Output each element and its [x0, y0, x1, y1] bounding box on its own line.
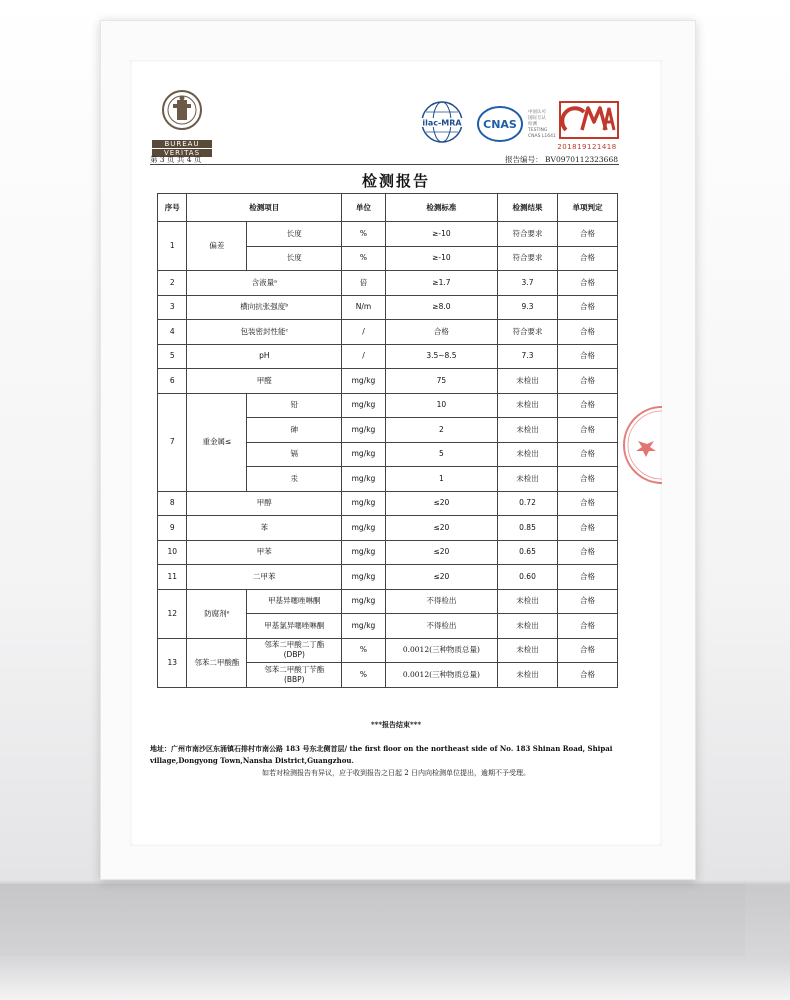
- sub-item-name: 邻苯二甲酸丁苄酯: [264, 664, 325, 674]
- verdict: 合格: [557, 393, 617, 418]
- result: 0.65: [498, 540, 558, 565]
- verdict: 合格: [557, 467, 617, 492]
- standard: ≤20: [385, 516, 497, 541]
- result: 未检出: [498, 614, 558, 639]
- cnas-caption-line: 国际互认: [528, 116, 546, 121]
- verdict: 合格: [557, 638, 617, 663]
- verdict: 合格: [557, 271, 617, 296]
- inspection-stamp: [618, 400, 662, 490]
- table-header-row: [158, 194, 618, 222]
- header-cell: 单位: [342, 194, 386, 222]
- standard: ≥8.0: [385, 295, 497, 320]
- result: 7.3: [498, 344, 558, 369]
- result: 0.60: [498, 565, 558, 590]
- row-no: 11: [158, 565, 187, 590]
- result: 未检出: [498, 467, 558, 492]
- result: 未检出: [498, 369, 558, 394]
- unit: mg/kg: [342, 540, 386, 565]
- item-name: pH: [187, 344, 342, 369]
- item-name: 苯: [187, 516, 342, 541]
- standard: 合格: [385, 320, 497, 345]
- sub-item: 汞: [247, 467, 342, 492]
- verdict: 合格: [557, 418, 617, 443]
- sub-item: 砷: [247, 418, 342, 443]
- lab-address: 地址：广州市南沙区东涌镇石排村市南公路 183 号东北侧首层/ the first floor on the northeast side of No. 183 Shinan Road, Shipai village,Dongyong Town,Nansha District,Guangzhou.: [150, 744, 613, 765]
- verdict: 合格: [557, 491, 617, 516]
- row-no: 5: [158, 344, 187, 369]
- sub-item: 长度: [247, 222, 342, 247]
- sub-item: 甲基氯异噻唑啉酮: [247, 614, 342, 639]
- result: 未检出: [498, 393, 558, 418]
- item-name: 包装密封性能ᶜ: [187, 320, 342, 345]
- result: 0.85: [498, 516, 558, 541]
- row-no: 6: [158, 369, 187, 394]
- unit: mg/kg: [342, 565, 386, 590]
- result: 符合要求: [498, 222, 558, 247]
- sub-item-abbr: (BBP): [283, 674, 305, 684]
- header-cell: 单项判定: [557, 194, 617, 222]
- unit: /: [342, 344, 386, 369]
- verdict: 合格: [557, 369, 617, 394]
- table-row: [158, 393, 618, 418]
- result: 0.72: [498, 491, 558, 516]
- group-name: 防腐剂ᵉ: [187, 589, 247, 638]
- group-name: 重金属≤: [187, 393, 247, 491]
- sub-item: [247, 638, 342, 663]
- verdict: 合格: [557, 295, 617, 320]
- standard: 1: [385, 467, 497, 492]
- table-row: [158, 540, 618, 565]
- sub-item: 长度: [247, 246, 342, 271]
- item-name: 甲醛: [187, 369, 342, 394]
- unit: %: [342, 246, 386, 271]
- svg-text:ilac-MRA: ilac-MRA: [422, 118, 462, 128]
- table-row: [158, 320, 618, 345]
- cnas-icon: [476, 104, 524, 144]
- standard: ≤20: [385, 491, 497, 516]
- standard: ≥-10: [385, 246, 497, 271]
- result: 未检出: [498, 442, 558, 467]
- header-cell: 检测结果: [498, 194, 558, 222]
- sub-item: 甲基异噻唑啉酮: [247, 589, 342, 614]
- report-title: 检测报告: [361, 172, 430, 190]
- row-no: 2: [158, 271, 187, 296]
- unit: mg/kg: [342, 491, 386, 516]
- table-row: [158, 344, 618, 369]
- cma-number: 201819121418: [557, 143, 617, 151]
- verdict: 合格: [557, 344, 617, 369]
- bv-word-bottom: VERITAS: [152, 149, 212, 157]
- row-no: 10: [158, 540, 187, 565]
- row-no: 3: [158, 295, 187, 320]
- bv-seal-icon: [161, 88, 203, 134]
- standard: 0.0012(三种物质总量): [385, 663, 497, 688]
- item-name: 横向抗张强度ᵇ: [187, 295, 342, 320]
- row-no: 4: [158, 320, 187, 345]
- table-row: [158, 369, 618, 394]
- standard: 不得检出: [385, 589, 497, 614]
- unit: mg/kg: [342, 589, 386, 614]
- bv-word-top: BUREAU: [152, 140, 212, 149]
- header-cell: 检测项目: [187, 194, 342, 222]
- verdict: 合格: [557, 246, 617, 271]
- results-table: [157, 193, 618, 688]
- picture-frame: [100, 20, 696, 880]
- verdict: 合格: [557, 589, 617, 614]
- table-row: [158, 565, 618, 590]
- unit: N/m: [342, 295, 386, 320]
- table-row: [158, 295, 618, 320]
- verdict: 合格: [557, 516, 617, 541]
- verdict: 合格: [557, 565, 617, 590]
- result: 未检出: [498, 589, 558, 614]
- shelf: [0, 884, 745, 956]
- bureau-veritas-logo: [152, 88, 212, 157]
- item-name: 甲苯: [187, 540, 342, 565]
- table-row: [158, 589, 618, 614]
- result: 符合要求: [498, 320, 558, 345]
- unit: mg/kg: [342, 393, 386, 418]
- verdict: 合格: [557, 540, 617, 565]
- result: 未检出: [498, 663, 558, 688]
- unit: %: [342, 222, 386, 247]
- standard: 2: [385, 418, 497, 443]
- row-no: 12: [158, 589, 187, 638]
- standard: ≥-10: [385, 222, 497, 247]
- unit: 倍: [342, 271, 386, 296]
- report-number: 报告编号： BV0970112323668: [505, 155, 618, 164]
- cnas-caption-line: TESTING: [528, 128, 548, 133]
- standard: 75: [385, 369, 497, 394]
- sub-item: 铅: [247, 393, 342, 418]
- cnas-caption-line: CNAS L1641: [528, 134, 556, 139]
- standard: 10: [385, 393, 497, 418]
- unit: mg/kg: [342, 369, 386, 394]
- item-name: 二甲苯: [187, 565, 342, 590]
- table-row: [158, 222, 618, 247]
- verdict: 合格: [557, 222, 617, 247]
- table-row: [158, 516, 618, 541]
- standard: 5: [385, 442, 497, 467]
- standard: 3.5~8.5: [385, 344, 497, 369]
- result: 9.3: [498, 295, 558, 320]
- sub-item-name: 邻苯二甲酸二丁酯: [264, 640, 325, 650]
- standard: 不得检出: [385, 614, 497, 639]
- result: 未检出: [498, 638, 558, 663]
- unit: %: [342, 663, 386, 688]
- verdict: 合格: [557, 320, 617, 345]
- sub-item: 镉: [247, 442, 342, 467]
- table-row: [158, 638, 618, 663]
- row-no: 13: [158, 638, 187, 687]
- verdict: 合格: [557, 442, 617, 467]
- report-end: ***报告结束***: [371, 720, 421, 729]
- verdict: 合格: [557, 614, 617, 639]
- unit: %: [342, 638, 386, 663]
- standard: 0.0012(三种物质总量): [385, 638, 497, 663]
- result: 3.7: [498, 271, 558, 296]
- table-row: [158, 491, 618, 516]
- ilac-mra-icon: [418, 98, 466, 146]
- cnas-caption: [528, 110, 556, 140]
- group-name: 邻苯二甲酸酯: [187, 638, 247, 687]
- standard: ≤20: [385, 540, 497, 565]
- header-cell: 序号: [158, 194, 187, 222]
- unit: mg/kg: [342, 418, 386, 443]
- page-info: 第 3 页 共 4 页: [150, 155, 202, 164]
- unit: mg/kg: [342, 442, 386, 467]
- result: 符合要求: [498, 246, 558, 271]
- sub-item-abbr: (DBP): [283, 650, 305, 660]
- group-name: 偏差: [187, 222, 247, 271]
- frame-mat: [130, 60, 662, 846]
- row-no: 8: [158, 491, 187, 516]
- row-no: 1: [158, 222, 187, 271]
- row-no: 9: [158, 516, 187, 541]
- cma-icon: [558, 100, 620, 140]
- objection-note: 如若对检测报告有异议，应于收到报告之日起 2 日内向检测单位提出，逾期不予受理。: [262, 769, 530, 777]
- item-name: 含液量ᵃ: [187, 271, 342, 296]
- item-name: 甲醇: [187, 491, 342, 516]
- result: 未检出: [498, 418, 558, 443]
- svg-text:CNAS: CNAS: [483, 118, 517, 131]
- header-divider: [150, 164, 619, 165]
- header-cell: 检测标准: [385, 194, 497, 222]
- standard: ≤20: [385, 565, 497, 590]
- unit: mg/kg: [342, 614, 386, 639]
- row-no: 7: [158, 393, 187, 491]
- sub-item: [247, 663, 342, 688]
- unit: mg/kg: [342, 516, 386, 541]
- report-page: [130, 60, 662, 846]
- cnas-caption-line: 检测: [528, 122, 537, 127]
- unit: /: [342, 320, 386, 345]
- table-row: [158, 271, 618, 296]
- unit: mg/kg: [342, 467, 386, 492]
- standard: ≥1.7: [385, 271, 497, 296]
- verdict: 合格: [557, 663, 617, 688]
- cnas-caption-line: 中国认可: [528, 110, 546, 115]
